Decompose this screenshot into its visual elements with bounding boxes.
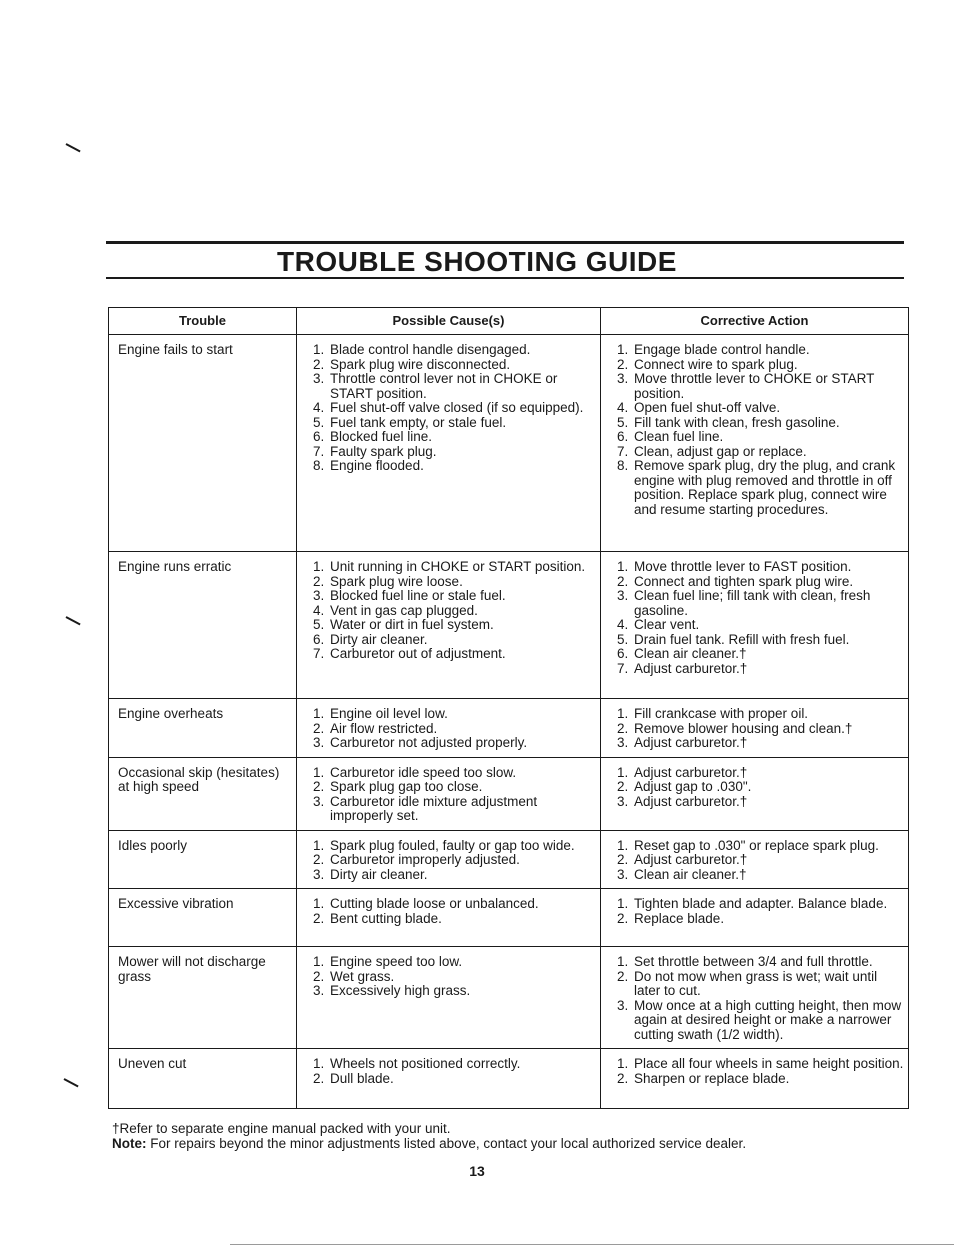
action-item: 2. Adjust carburetor.† bbox=[632, 853, 904, 868]
header-trouble: Trouble bbox=[109, 308, 297, 335]
causes-cell bbox=[297, 757, 601, 830]
cause-item: 2. Spark plug gap too close. bbox=[328, 780, 596, 795]
actions-cell bbox=[601, 1049, 909, 1109]
actions-cell bbox=[601, 947, 909, 1049]
cause-item: 3. Dirty air cleaner. bbox=[328, 868, 596, 883]
action-item: 2. Connect wire to spark plug. bbox=[632, 358, 904, 373]
actions-list bbox=[610, 707, 904, 751]
cause-item: 1. Carburetor idle speed too slow. bbox=[328, 766, 596, 781]
trouble-cell: Engine runs erratic bbox=[109, 552, 297, 699]
cause-item: 4. Vent in gas cap plugged. bbox=[328, 604, 596, 619]
cause-item: 5. Water or dirt in fuel system. bbox=[328, 618, 596, 633]
table-row bbox=[109, 947, 909, 1049]
cause-item: 3. Carburetor idle mixture adjustment improperly set. bbox=[328, 795, 596, 824]
cause-item: 1. Blade control handle disengaged. bbox=[328, 343, 596, 358]
header-corrective-action: Corrective Action bbox=[601, 308, 909, 335]
actions-list bbox=[610, 955, 904, 1042]
page-number: 13 bbox=[469, 1163, 485, 1179]
note-line bbox=[112, 1136, 912, 1151]
action-item: 1. Set throttle between 3/4 and full throttle. bbox=[632, 955, 904, 970]
cause-item: 6. Dirty air cleaner. bbox=[328, 633, 596, 648]
action-item: 3. Clean air cleaner.† bbox=[632, 868, 904, 883]
actions-cell bbox=[601, 757, 909, 830]
action-item: 7. Clean, adjust gap or replace. bbox=[632, 445, 904, 460]
actions-list bbox=[610, 343, 904, 517]
causes-list bbox=[306, 839, 596, 883]
header-possible-causes: Possible Cause(s) bbox=[297, 308, 601, 335]
cause-item: 5. Fuel tank empty, or stale fuel. bbox=[328, 416, 596, 431]
causes-cell bbox=[297, 947, 601, 1049]
cause-item: 1. Engine speed too low. bbox=[328, 955, 596, 970]
causes-list bbox=[306, 560, 596, 662]
action-item: 1. Place all four wheels in same height position. bbox=[632, 1057, 904, 1072]
cause-item: 7. Carburetor out of adjustment. bbox=[328, 647, 596, 662]
cause-item: 1. Cutting blade loose or unbalanced. bbox=[328, 897, 596, 912]
causes-list bbox=[306, 955, 596, 999]
action-item: 2. Connect and tighten spark plug wire. bbox=[632, 575, 904, 590]
cause-item: 2. Spark plug wire loose. bbox=[328, 575, 596, 590]
trouble-cell: Engine overheats bbox=[109, 699, 297, 758]
causes-cell bbox=[297, 830, 601, 889]
margin-mark bbox=[66, 616, 81, 625]
causes-list bbox=[306, 897, 596, 926]
margin-mark bbox=[66, 143, 81, 152]
cause-item: 2. Spark plug wire disconnected. bbox=[328, 358, 596, 373]
actions-cell bbox=[601, 699, 909, 758]
trouble-cell: Mower will not discharge grass bbox=[109, 947, 297, 1049]
table-row bbox=[109, 335, 909, 552]
table-row bbox=[109, 830, 909, 889]
action-item: 7. Adjust carburetor.† bbox=[632, 662, 904, 677]
causes-cell bbox=[297, 552, 601, 699]
cause-item: 8. Engine flooded. bbox=[328, 459, 596, 474]
action-item: 3. Clean fuel line; fill tank with clean, fresh gasoline. bbox=[632, 589, 904, 618]
action-item: 6. Clean air cleaner.† bbox=[632, 647, 904, 662]
causes-list bbox=[306, 343, 596, 474]
table-row bbox=[109, 757, 909, 830]
cause-item: 3. Blocked fuel line or stale fuel. bbox=[328, 589, 596, 604]
action-item: 1. Engage blade control handle. bbox=[632, 343, 904, 358]
trouble-cell: Occasional skip (hesitates) at high speed bbox=[109, 757, 297, 830]
causes-cell bbox=[297, 1049, 601, 1109]
action-item: 1. Tighten blade and adapter. Balance blade. bbox=[632, 897, 904, 912]
action-item: 4. Clear vent. bbox=[632, 618, 904, 633]
action-item: 5. Drain fuel tank. Refill with fresh fuel. bbox=[632, 633, 904, 648]
actions-list bbox=[610, 1057, 904, 1086]
causes-cell bbox=[297, 699, 601, 758]
action-item: 6. Clean fuel line. bbox=[632, 430, 904, 445]
cause-item: 2. Bent cutting blade. bbox=[328, 912, 596, 927]
cause-item: 4. Fuel shut-off valve closed (if so equipped). bbox=[328, 401, 596, 416]
cause-item: 3. Carburetor not adjusted properly. bbox=[328, 736, 596, 751]
cause-item: 2. Air flow restricted. bbox=[328, 722, 596, 737]
causes-list bbox=[306, 766, 596, 824]
action-item: 3. Adjust carburetor.† bbox=[632, 736, 904, 751]
action-item: 8. Remove spark plug, dry the plug, and crank engine with plug removed and throttle in off position. Replace spark plug, connect wire and resume starting procedures. bbox=[632, 459, 904, 517]
cause-item: 1. Wheels not positioned correctly. bbox=[328, 1057, 596, 1072]
action-item: 2. Replace blade. bbox=[632, 912, 904, 927]
action-item: 5. Fill tank with clean, fresh gasoline. bbox=[632, 416, 904, 431]
footnote bbox=[112, 1121, 912, 1151]
action-item: 1. Reset gap to .030" or replace spark plug. bbox=[632, 839, 904, 854]
action-item: 2. Do not mow when grass is wet; wait until later to cut. bbox=[632, 970, 904, 999]
actions-cell bbox=[601, 889, 909, 947]
cause-item: 1. Engine oil level low. bbox=[328, 707, 596, 722]
dagger-footnote: †Refer to separate engine manual packed with your unit. bbox=[112, 1121, 451, 1136]
table-row bbox=[109, 889, 909, 947]
action-item: 2. Adjust gap to .030". bbox=[632, 780, 904, 795]
action-item: 3. Adjust carburetor.† bbox=[632, 795, 904, 810]
table-header-row bbox=[109, 308, 909, 335]
cause-item: 2. Wet grass. bbox=[328, 970, 596, 985]
title-rule-bottom bbox=[106, 277, 904, 279]
action-item: 1. Adjust carburetor.† bbox=[632, 766, 904, 781]
causes-cell bbox=[297, 335, 601, 552]
trouble-cell: Uneven cut bbox=[109, 1049, 297, 1109]
trouble-cell: Excessive vibration bbox=[109, 889, 297, 947]
title-rule-top bbox=[106, 241, 904, 244]
actions-list bbox=[610, 560, 904, 676]
actions-list bbox=[610, 766, 904, 810]
cause-item: 1. Unit running in CHOKE or START position. bbox=[328, 560, 596, 575]
table-row bbox=[109, 1049, 909, 1109]
action-item: 1. Fill crankcase with proper oil. bbox=[632, 707, 904, 722]
causes-list bbox=[306, 1057, 596, 1086]
note-text: For repairs beyond the minor adjustments listed above, contact your local authorized service dealer. bbox=[146, 1136, 747, 1151]
action-item: 1. Move throttle lever to FAST position. bbox=[632, 560, 904, 575]
margin-mark bbox=[64, 1078, 79, 1087]
causes-list bbox=[306, 707, 596, 751]
actions-list bbox=[610, 897, 904, 926]
cause-item: 3. Excessively high grass. bbox=[328, 984, 596, 999]
cause-item: 2. Carburetor improperly adjusted. bbox=[328, 853, 596, 868]
causes-cell bbox=[297, 889, 601, 947]
table-row bbox=[109, 552, 909, 699]
trouble-cell: Engine fails to start bbox=[109, 335, 297, 552]
table-row bbox=[109, 699, 909, 758]
action-item: 3. Mow once at a high cutting height, then mow again at desired height or make a narrower cutting swath (1/2 width). bbox=[632, 999, 904, 1043]
action-item: 3. Move throttle lever to CHOKE or START position. bbox=[632, 372, 904, 401]
troubleshooting-table bbox=[108, 307, 909, 1109]
actions-cell bbox=[601, 335, 909, 552]
trouble-cell: Idles poorly bbox=[109, 830, 297, 889]
action-item: 2. Sharpen or replace blade. bbox=[632, 1072, 904, 1087]
cause-item: 3. Throttle control lever not in CHOKE or START position. bbox=[328, 372, 596, 401]
bottom-edge-line bbox=[230, 1244, 954, 1245]
action-item: 4. Open fuel shut-off valve. bbox=[632, 401, 904, 416]
cause-item: 2. Dull blade. bbox=[328, 1072, 596, 1087]
actions-cell bbox=[601, 552, 909, 699]
page-title: TROUBLE SHOOTING GUIDE bbox=[277, 246, 677, 277]
cause-item: 1. Spark plug fouled, faulty or gap too wide. bbox=[328, 839, 596, 854]
actions-list bbox=[610, 839, 904, 883]
note-label: Note: bbox=[112, 1136, 147, 1151]
cause-item: 7. Faulty spark plug. bbox=[328, 445, 596, 460]
cause-item: 6. Blocked fuel line. bbox=[328, 430, 596, 445]
action-item: 2. Remove blower housing and clean.† bbox=[632, 722, 904, 737]
actions-cell bbox=[601, 830, 909, 889]
